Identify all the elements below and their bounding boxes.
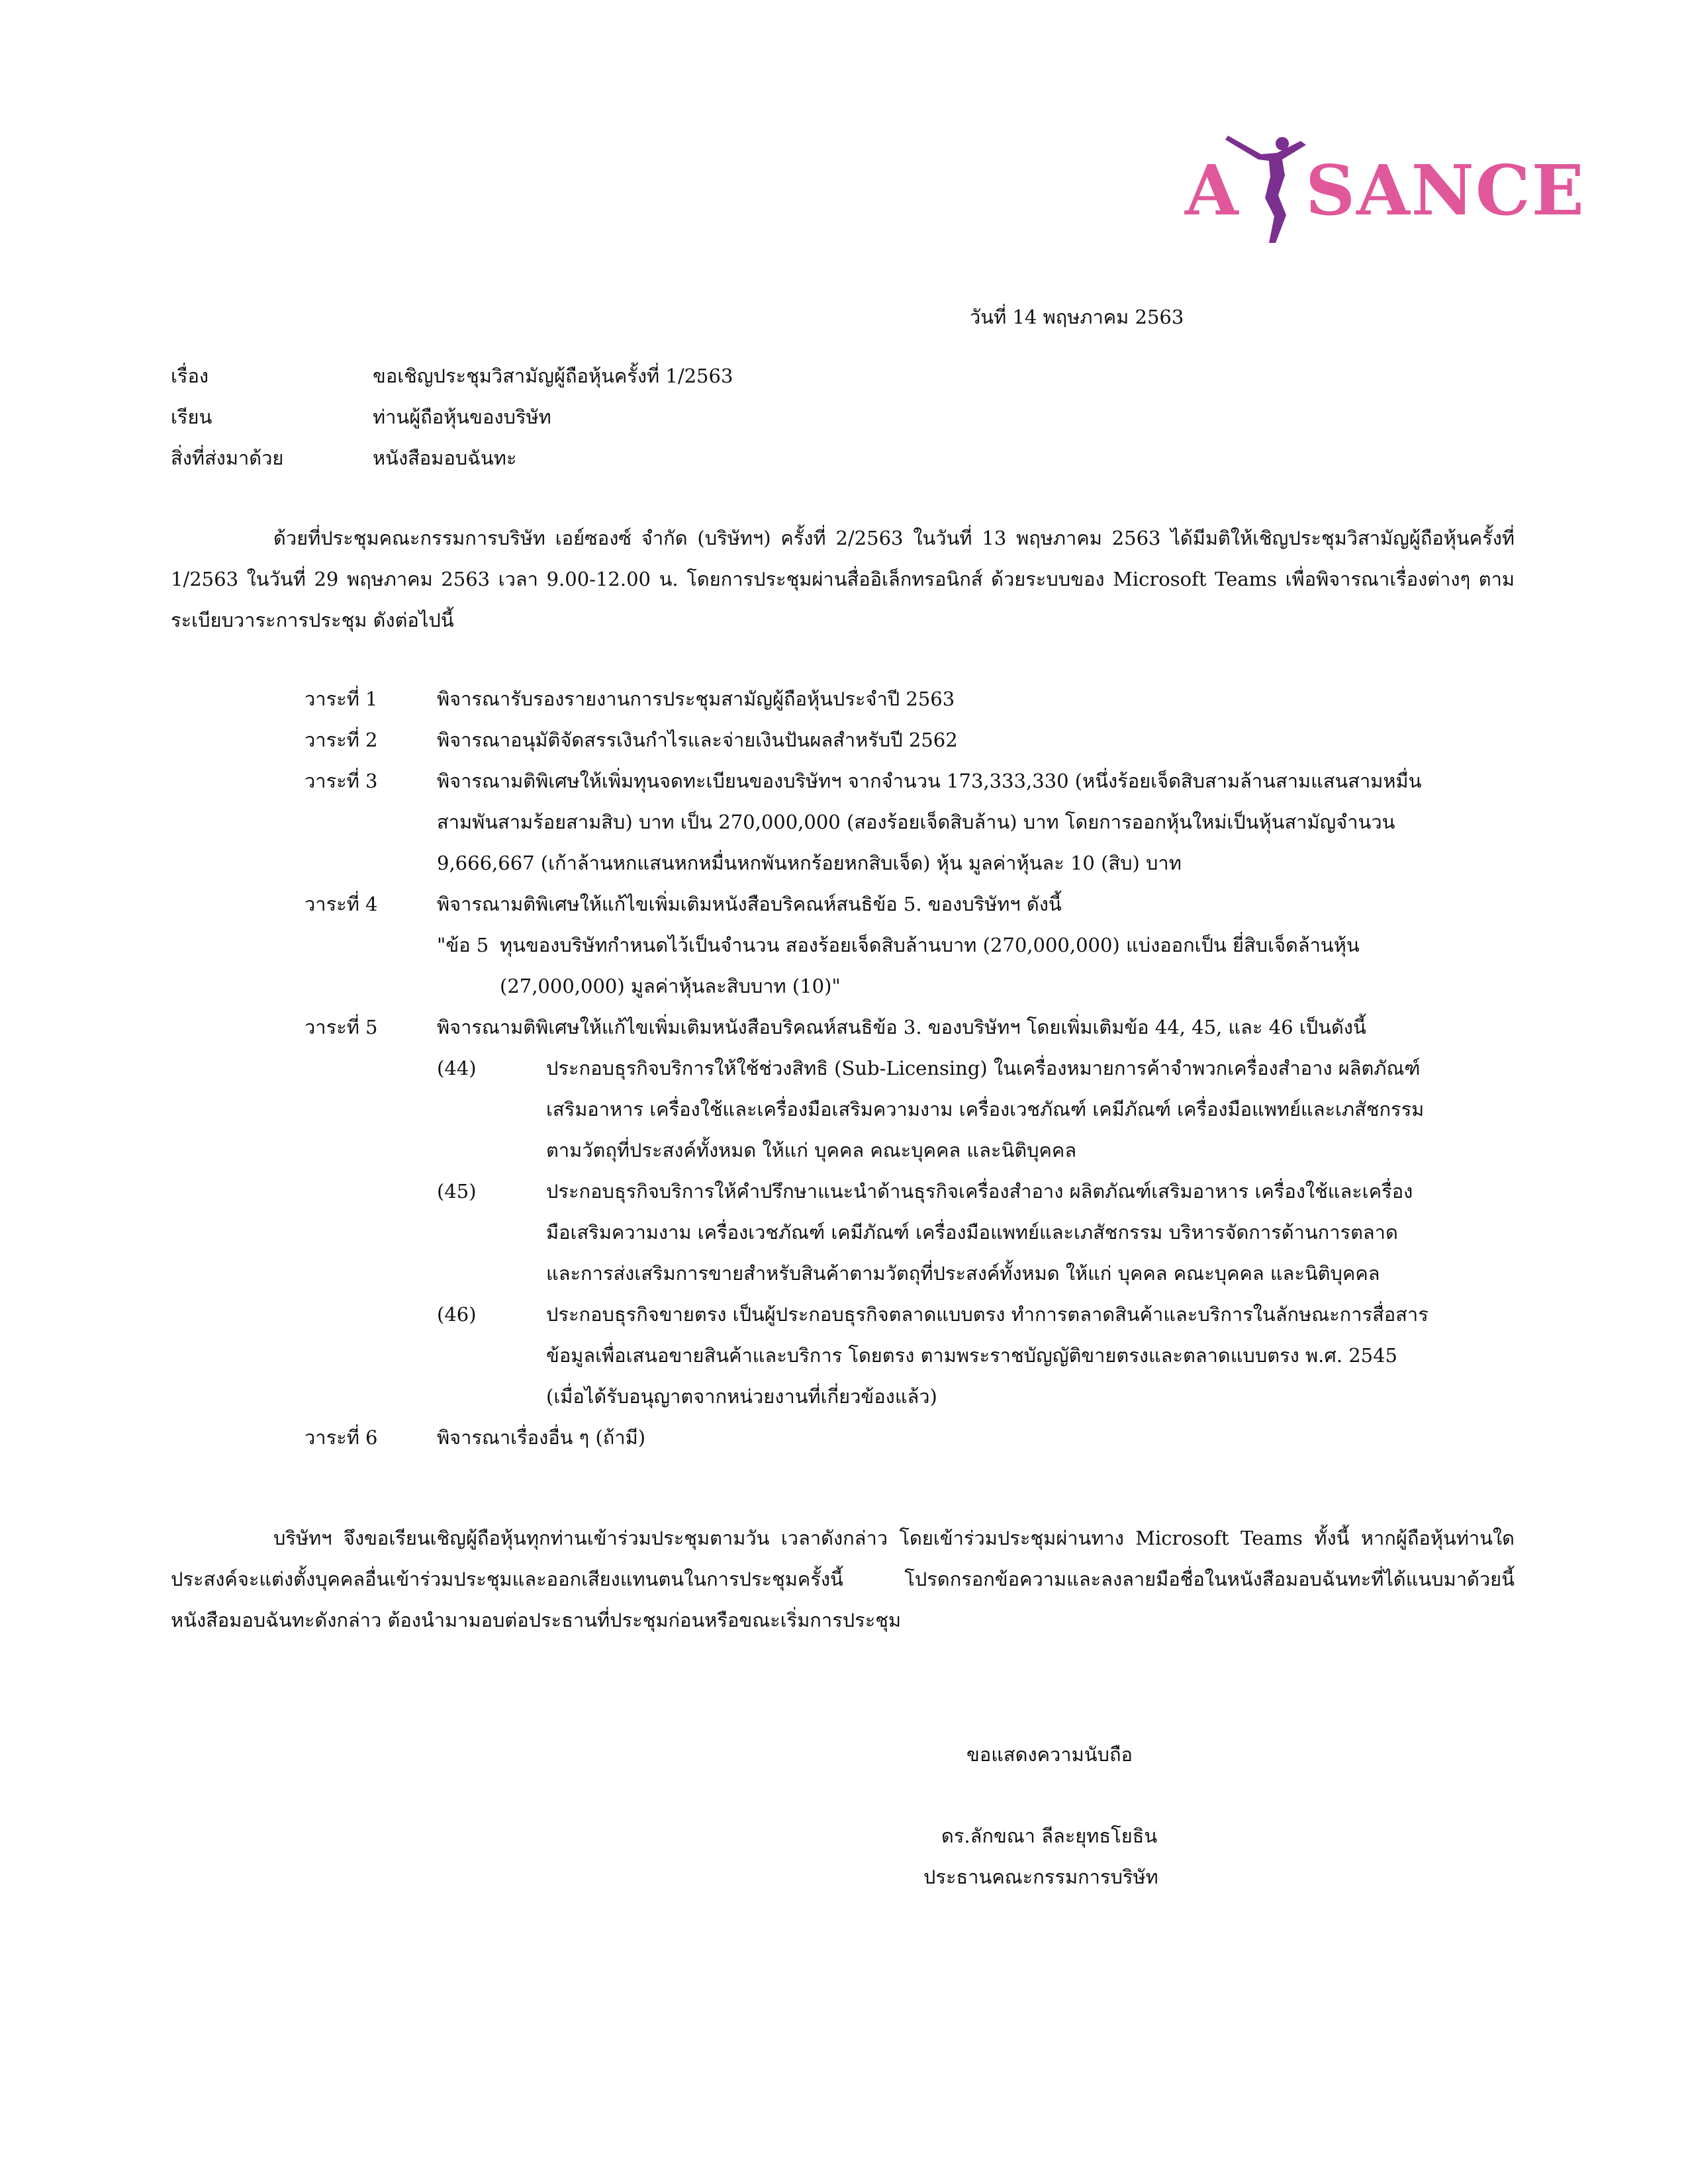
recipient-row [171, 396, 1495, 437]
agenda-list [305, 678, 1430, 1458]
closing-paragraph [171, 1518, 1515, 1641]
agenda-subitem [305, 1294, 1430, 1417]
subitem-number: (45) [437, 1180, 477, 1203]
signatory-name: ดร.ลักขณา ลีละยุทธโยธิน [941, 1825, 1158, 1847]
attachment-value: หนังสือมอบฉันทะ [373, 447, 517, 469]
subitem-text: ประกอบธุรกิจบริการให้คำปรึกษาแนะนำด้านธุรกิจเครื่องสำอาง ผลิตภัณฑ์เสริมอาหาร เครื่องใช้และเครื่องมือเสริมความงาม เครื่องเวชภัณฑ์ เคมีภัณฑ์ เครื่องมือแพทย์และเภสัชกรรม บริหารจัดการด้านการตลาดและการส่งเสริมการขายสำหรับสินค้าตามวัตถุที่ประสงค์ทั้งหมด ให้แก่ บุคคล คณะบุคคล และนิติบุคคล [546, 1180, 1413, 1285]
subitem-text: ประกอบธุรกิจขายตรง เป็นผู้ประกอบธุรกิจตลาดแบบตรง ทำการตลาดสินค้าและบริการในลักษณะการสื่อสารข้อมูลเพื่อเสนอขายสินค้าและบริการ โดยตรง ตามพระราชบัญญัติขายตรงและตลาดแบบตรง พ.ศ. 2545 (เมื่อได้รับอนุญาตจากหน่วยงานที่เกี่ยวข้องแล้ว) [546, 1303, 1429, 1408]
agenda-text: พิจารณาเรื่องอื่น ๆ (ถ้ามี) [437, 1426, 646, 1449]
signatory-title: ประธานคณะกรรมการบริษัท [923, 1866, 1158, 1888]
subject-value: ขอเชิญประชุมวิสามัญผู้ถือหุ้นครั้งที่ 1/2563 [373, 365, 733, 387]
agenda-subitem [305, 1048, 1430, 1171]
subject-row [171, 355, 1495, 396]
agenda-text: พิจารณารับรองรายงานการประชุมสามัญผู้ถือหุ้นประจำปี 2563 [437, 688, 955, 710]
logo-letter-a: A [1185, 150, 1240, 231]
attachment-label: สิ่งที่ส่งมาด้วย [171, 447, 284, 469]
subitem-number: (44) [437, 1057, 477, 1079]
agenda-number: วาระที่ 3 [305, 770, 378, 792]
agenda-number: วาระที่ 2 [305, 729, 378, 751]
agenda-item [305, 719, 1430, 760]
agenda-subitem [305, 1171, 1430, 1294]
closing-text: บริษัทฯ จึงขอเรียนเชิญผู้ถือหุ้นทุกท่านเข้าร่วมประชุมตามวัน เวลาดังกล่าว โดยเข้าร่วมประชุมผ่านทาง Microsoft Teams ทั้งนี้ หากผู้ถือหุ้นท่านใดประสงค์จะแต่งตั้งบุคคลอื่นเข้าร่วมประชุมและออกเสียงแทนตนในการประชุมครั้งนี้ โปรดกรอกข้อความและลงลายมือชื่อในหนังสือมอบฉันทะที่ได้แนบมาด้วยนี้ หนังสือมอบฉันทะดังกล่าว ต้องนำมามอบต่อประธานที่ประชุมก่อนหรือขณะเริ่มการประชุม [171, 1527, 1515, 1631]
intro-text: ด้วยที่ประชุมคณะกรรมการบริษัท เอย์ซองซ์ จำกัด (บริษัทฯ) ครั้งที่ 2/2563 ในวันที่ 13 พฤษภาคม 2563 ได้มีมติให้เชิญประชุมวิสามัญผู้ถือหุ้นครั้งที่ 1/2563 ในวันที่ 29 พฤษภาคม 2563 เวลา 9.00-12.00 น. โดยการประชุมผ่านสื่ออิเล็กทรอนิกส์ ด้วยระบบของ Microsoft Teams เพื่อพิจารณาเรื่องต่างๆ ตามระเบียบวาระการประชุม ดังต่อไปนี้ [171, 527, 1515, 631]
agenda-item [305, 1417, 1430, 1458]
agenda-text: พิจารณาอนุมัติจัดสรรเงินกำไรและจ่ายเงินปันผลสำหรับปี 2562 [437, 729, 958, 751]
agenda-item [305, 1007, 1430, 1048]
agenda-text: พิจารณามติพิเศษให้เพิ่มทุนจดทะเบียนของบริษัทฯ จากจำนวน 173,333,330 (หนึ่งร้อยเจ็ดสิบสามล้านสามแสนสามหมื่นสามพันสามร้อยสามสิบ) บาท เป็น 270,000,000 (สองร้อยเจ็ดสิบล้าน) บาท โดยการออกหุ้นใหม่เป็นหุ้นสามัญจำนวน 9,666,667 (เก้าล้านหกแสนหกหมื่นหกพันหกร้อยหกสิบเจ็ด) หุ้น มูลค่าหุ้นละ 10 (สิบ) บาท [437, 770, 1422, 874]
agenda-number: วาระที่ 5 [305, 1016, 378, 1038]
agenda-text: พิจารณามติพิเศษให้แก้ไขเพิ่มเติมหนังสือบริคณห์สนธิข้อ 5. ของบริษัทฯ ดังนี้ [437, 893, 1062, 915]
agenda-number: วาระที่ 6 [305, 1426, 378, 1449]
agenda-item [305, 760, 1430, 884]
subject-label: เรื่อง [171, 365, 209, 387]
agenda-number: วาระที่ 1 [305, 688, 378, 710]
quote-label: "ข้อ 5 [437, 934, 489, 956]
subitem-text: ประกอบธุรกิจบริการให้ใช้ช่วงสิทธิ (Sub-Licensing) ในเครื่องหมายการค้าจำพวกเครื่องสำอาง ผลิตภัณฑ์เสริมอาหาร เครื่องใช้และเครื่องมือเสริมความงาม เครื่องเวชภัณฑ์ เคมีภัณฑ์ เครื่องมือแพทย์และเภสัชกรรม ตามวัตถุที่ประสงค์ทั้งหมด ให้แก่ บุคคล คณะบุคคล และนิติบุคคล [546, 1057, 1425, 1161]
agenda-quote [305, 925, 1430, 1007]
attachment-row [171, 437, 1495, 478]
agenda-item [305, 678, 1430, 719]
company-logo [1185, 129, 1585, 248]
intro-paragraph [171, 518, 1515, 641]
letter-header [171, 355, 1495, 478]
dancer-figure-icon [1221, 129, 1314, 245]
recipient-value: ท่านผู้ถือหุ้นของบริษัท [373, 406, 551, 428]
letter-date: วันที่ 14 พฤษภาคม 2563 [970, 306, 1184, 328]
quote-text: ทุนของบริษัทกำหนดไว้เป็นจำนวน สองร้อยเจ็ดสิบล้านบาท (270,000,000) แบ่งออกเป็น ยี่สิบเจ็ดล้านหุ้น (27,000,000) มูลค่าหุ้นละสิบบาท (10)" [500, 934, 1360, 997]
subitem-number: (46) [437, 1303, 477, 1326]
closing-salutation: ขอแสดงความนับถือ [966, 1743, 1133, 1766]
agenda-text: พิจารณามติพิเศษให้แก้ไขเพิ่มเติมหนังสือบริคณห์สนธิข้อ 3. ของบริษัทฯ โดยเพิ่มเติมข้อ 44, 45, และ 46 เป็นดังนี้ [437, 1016, 1366, 1038]
logo-text-sance: SANCE [1305, 150, 1585, 231]
agenda-item [305, 884, 1430, 925]
agenda-number: วาระที่ 4 [305, 893, 378, 915]
recipient-label: เรียน [171, 406, 212, 428]
